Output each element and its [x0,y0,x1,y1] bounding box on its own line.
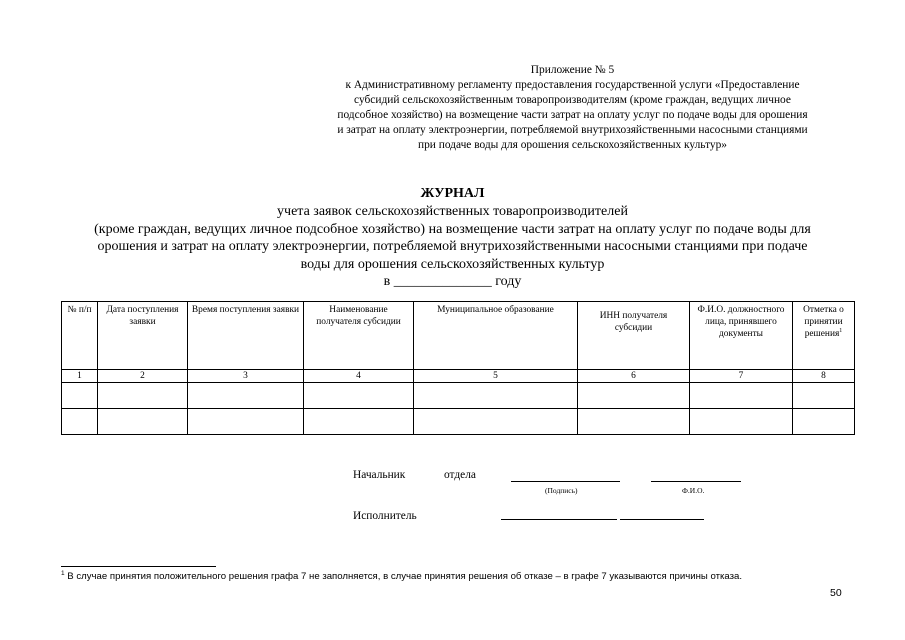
appendix-line: и затрат на оплату электроэнергии, потребляемой внутрихозяйственными насосными станциями [337,124,808,136]
year-row [0,273,905,290]
table-cell[interactable] [578,409,690,435]
header-recipient-name: Наименование получателя субсидии [304,302,414,370]
table-cell[interactable] [98,383,188,409]
table-cell[interactable] [62,383,98,409]
header-number: № п/п [62,302,98,370]
executor-fio-line[interactable] [620,519,704,520]
table-cell[interactable] [690,409,793,435]
column-number: 4 [304,370,414,383]
column-number: 8 [793,370,855,383]
chief-label: Начальник [353,469,406,481]
journal-subtitle-line: учета заявок сельскохозяйственных товаропроизводителей [277,204,628,219]
footnote-number: 1 [61,570,65,577]
column-number: 5 [414,370,578,383]
table-cell[interactable] [188,409,304,435]
appendix-header [300,63,845,153]
year-prefix: в [383,274,391,289]
signature-line[interactable] [511,481,620,482]
department-label: отдела [444,469,476,481]
table-cell[interactable] [793,383,855,409]
header-decision [793,302,855,370]
header-official: Ф.И.О. должностного лица, принявшего документы [690,302,793,370]
header-inn-label: ИНН получателя субсидии [599,311,668,333]
header-date: Дата поступления заявки [98,302,188,370]
executor-signature-line[interactable] [501,519,617,520]
footnote [61,571,742,583]
column-number: 6 [578,370,690,383]
table-cell[interactable] [98,409,188,435]
journal-title: ЖУРНАЛ [420,186,485,201]
table-cell[interactable] [304,383,414,409]
header-municipality: Муниципальное образование [414,302,578,370]
journal-table [61,301,855,435]
column-number: 2 [98,370,188,383]
year-blank: ______________ [393,274,492,289]
signature-caption: (Подпись) [545,486,578,495]
appendix-line: субсидий сельскохозяйственным товаропроизводителям (кроме граждан, ведущих личное [354,94,791,106]
column-number: 1 [62,370,98,383]
column-number: 7 [690,370,793,383]
column-number: 3 [188,370,304,383]
fio-caption: Ф.И.О. [682,486,705,495]
journal-subtitle-line: воды для орошения сельскохозяйственных культур [300,256,605,272]
journal-subtitle-line: орошения и затрат на оплату электроэнергии, потребляемой внутрихозяйственными насосными станциями при подаче [97,239,808,254]
fio-line[interactable] [651,481,741,482]
appendix-line: при подаче воды для орошения сельскохозяйственных культур» [417,139,727,151]
header-decision-label: Отметка о принятии решения [803,305,844,339]
appendix-number: Приложение № 5 [530,64,615,76]
table-cell[interactable] [578,383,690,409]
table-cell[interactable] [62,409,98,435]
header-inn [578,302,690,370]
footnote-mark: 1 [839,328,843,334]
appendix-line: подсобное хозяйство) на возмещение части затрат на оплату услуг по подаче воды для орошения [337,109,808,121]
journal-subtitle [60,203,845,273]
table-cell[interactable] [414,383,578,409]
header-time: Время поступления заявки [188,302,304,370]
journal-subtitle-line: (кроме граждан, ведущих личное подсобное хозяйство) на возмещение части затрат на оплату услуг по подаче воды для [94,221,811,237]
table-row [62,409,855,435]
table-cell[interactable] [414,409,578,435]
table-cell[interactable] [793,409,855,435]
year-suffix: году [495,274,522,289]
table-header-row [62,302,855,370]
table-cell[interactable] [304,409,414,435]
footnote-divider [61,566,216,567]
table-cell[interactable] [690,383,793,409]
table-cell[interactable] [188,383,304,409]
footnote-text: В случае принятия положительного решения графа 7 не заполняется, в случае принятия решения об отказе – в графе 7 указываются причины отказа. [64,571,743,582]
table-number-row [62,370,855,383]
page-number: 50 [830,587,842,599]
executor-label: Исполнитель [353,510,417,522]
appendix-line: к Административному регламенту предоставления государственной услуги «Предоставление [345,79,800,91]
table-row [62,383,855,409]
